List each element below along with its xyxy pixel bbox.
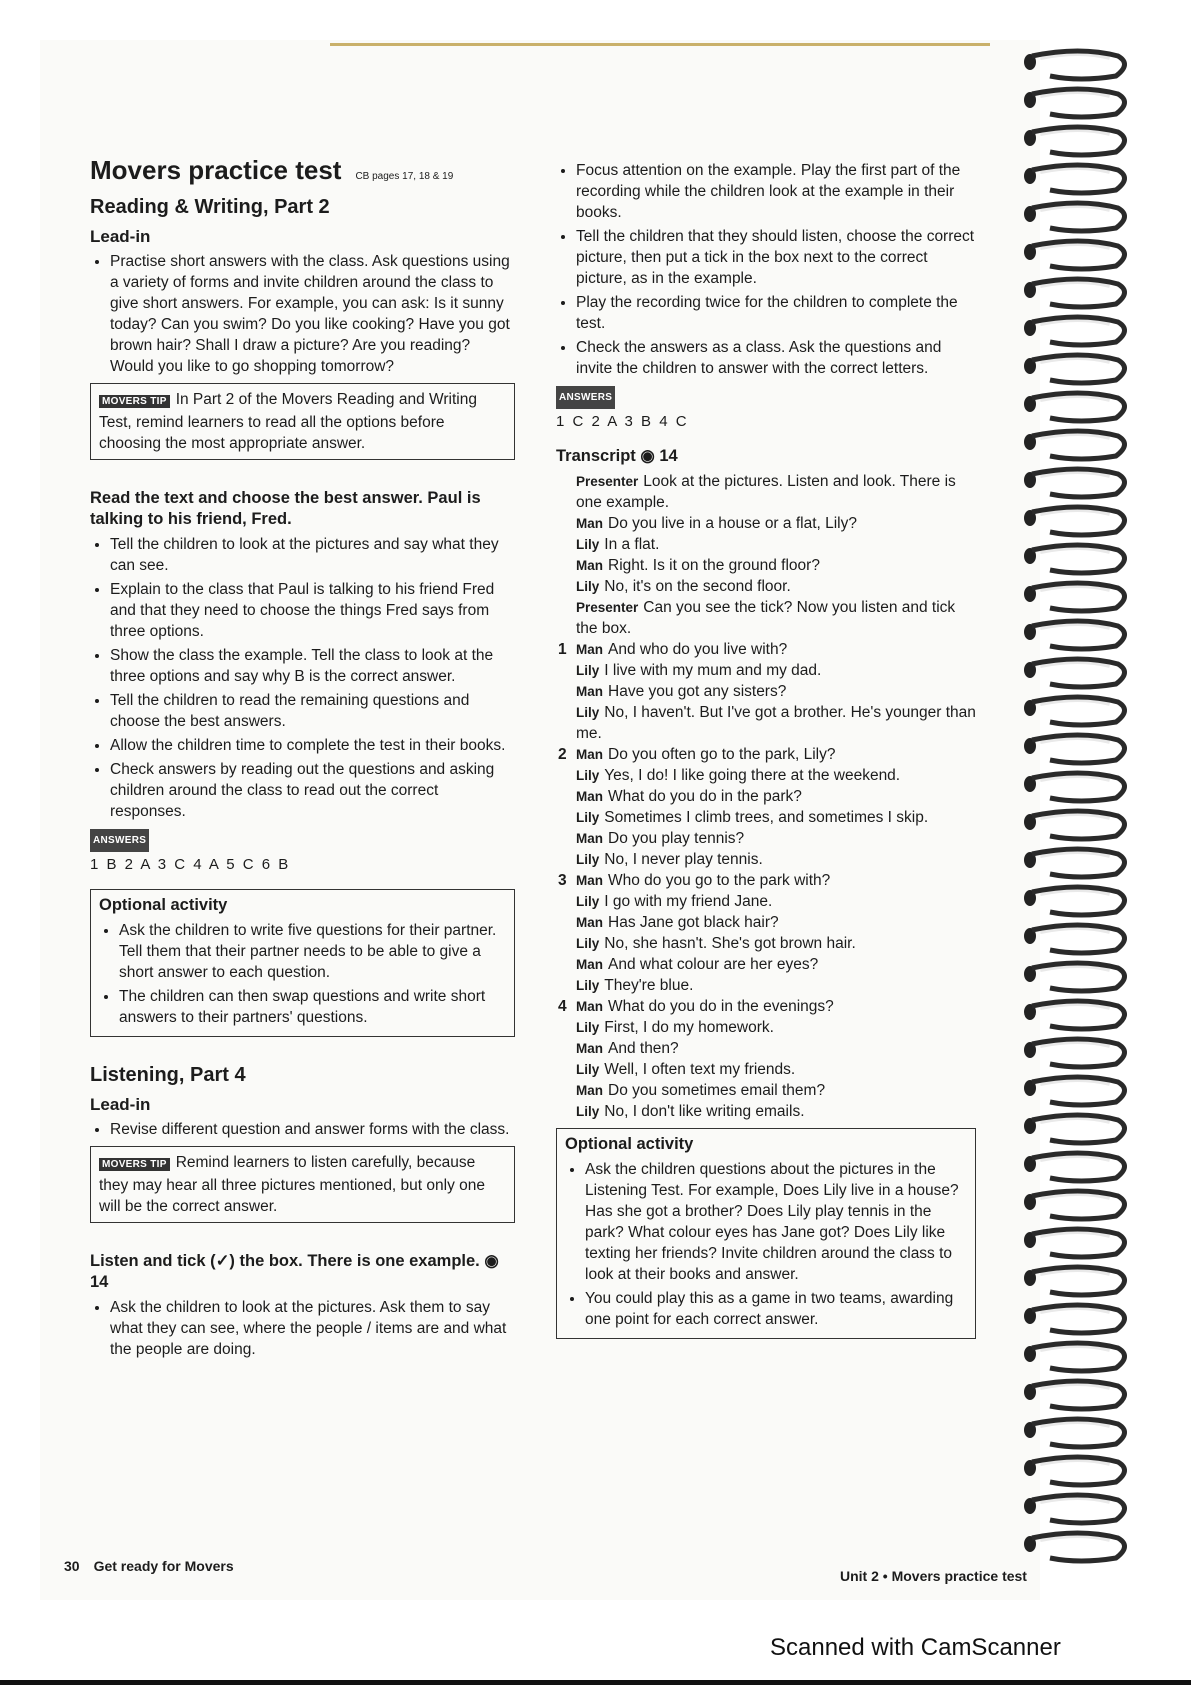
speaker-name: Man <box>576 1083 603 1098</box>
spiral-ring <box>1024 203 1125 231</box>
optional-activity-heading: Optional activity <box>99 896 228 914</box>
spiral-ring <box>1024 887 1125 915</box>
list-item: • Ask the children questions about the pictures in the Listening Test. For example, Does Lily live in a house? Has she got a brother? Does Lily play tennis in the park? What colour eyes has Jane got? Does Lily like texting her friends? Invite children around the class to look at their books and answer. <box>585 1159 967 1285</box>
speaker-name: Man <box>576 516 603 531</box>
movers-tip-label: MOVERS TIP <box>99 395 170 408</box>
transcript-line <box>558 744 976 765</box>
spiral-ring <box>1024 963 1125 991</box>
movers-tip-text: Remind learners to listen carefully, because they may hear all three pictures mentioned, but only one will be the correct answer. <box>99 1154 486 1215</box>
page-top-edge <box>330 43 990 46</box>
read-text-heading: Read the text and choose the best answer. Paul is talking to his friend, Fred. <box>90 489 481 528</box>
listen-tick-heading: Listen and tick (✓) the box. There is one example. ◉ 14 <box>90 1252 499 1291</box>
answers-text: 1 B 2 A 3 C 4 A 5 C 6 B <box>90 856 291 873</box>
reading-writing-heading: Reading & Writing, Part 2 <box>90 196 330 218</box>
transcript-line <box>576 1101 976 1122</box>
speaker-text: No, it's on the second floor. <box>604 578 791 595</box>
transcript-line <box>576 576 976 597</box>
speaker-name: Lily <box>576 537 600 552</box>
spiral-ring <box>1024 89 1125 117</box>
speaker-name: Lily <box>576 936 600 951</box>
spiral-ring <box>1024 165 1125 193</box>
leadin-list <box>90 251 515 377</box>
question-number: 1 <box>558 641 567 658</box>
question-number: 3 <box>558 872 567 889</box>
list-item: • Tell the children to read the remaining questions and choose the best answers. <box>110 690 515 732</box>
right-column <box>556 160 976 1353</box>
list-item: • Check the answers as a class. Ask the questions and invite the children to answer with the correct letters. <box>576 337 976 379</box>
spiral-ring <box>1024 811 1125 839</box>
listening-leadin-heading: Lead-in <box>90 1095 151 1114</box>
list-item: • Check answers by reading out the questions and asking children around the class to read out the correct responses. <box>110 759 515 822</box>
spiral-ring <box>1024 1115 1125 1143</box>
speaker-name: Lily <box>576 894 600 909</box>
list-item: • Tell the children to look at the pictures and say what they can see. <box>110 534 515 576</box>
transcript-line <box>576 1059 976 1080</box>
spiral-ring <box>1024 1191 1125 1219</box>
spiral-binding <box>1020 42 1135 1582</box>
speaker-text: In a flat. <box>604 536 660 553</box>
speaker-name: Lily <box>576 852 600 867</box>
spiral-ring <box>1024 393 1125 421</box>
transcript-line <box>576 513 976 534</box>
spiral-ring <box>1024 545 1125 573</box>
bottom-bar <box>0 1680 1191 1685</box>
speaker-text: And then? <box>608 1040 679 1057</box>
answers-block <box>90 828 515 875</box>
spiral-ring <box>1024 469 1125 497</box>
transcript-line <box>576 912 976 933</box>
speaker-text: Do you play tennis? <box>608 830 745 847</box>
spiral-ring <box>1024 317 1125 345</box>
movers-tip-box-2 <box>90 1146 515 1223</box>
speaker-text: They're blue. <box>604 977 694 994</box>
spiral-ring <box>1024 1419 1125 1447</box>
speaker-name: Lily <box>576 768 600 783</box>
spiral-ring <box>1024 1001 1125 1029</box>
title-page-reference: CB pages 17, 18 & 19 <box>355 171 454 182</box>
list-item: • Show the class the example. Tell the class to look at the three options and say why B is the correct answer. <box>110 645 515 687</box>
speaker-text: No, she hasn't. She's got brown hair. <box>604 935 856 952</box>
listening-heading: Listening, Part 4 <box>90 1064 246 1086</box>
speaker-text: Has Jane got black hair? <box>608 914 779 931</box>
leadin-heading: Lead-in <box>90 227 151 246</box>
transcript-line <box>576 1017 976 1038</box>
spiral-ring <box>1024 1039 1125 1067</box>
spiral-ring <box>1024 1533 1125 1561</box>
transcript-heading: Transcript ◉ 14 <box>556 447 678 465</box>
leadin-bullet: • Practise short answers with the class. Ask questions using a variety of forms and invite children around the class to give short answers. For example, you can ask: Is it sunny today? Can you swim? Do you like cooking? Have you got brown hair? Shall I draw a picture? Are you reading? Would you like to go shopping tomorrow? <box>110 251 515 377</box>
read-text-list <box>90 534 515 822</box>
list-item: • The children can then swap questions and write short answers to their partners' questions. <box>119 986 506 1028</box>
transcript-line <box>576 786 976 807</box>
spiral-ring <box>1024 621 1125 649</box>
spiral-ring <box>1024 279 1125 307</box>
speaker-name: Lily <box>576 1020 600 1035</box>
speaker-text: Do you live in a house or a flat, Lily? <box>608 515 857 532</box>
speaker-text: Well, I often text my friends. <box>604 1061 796 1078</box>
transcript-line <box>576 933 976 954</box>
speaker-name: Lily <box>576 663 600 678</box>
speaker-name: Man <box>576 684 603 699</box>
page-title: Movers practice test CB pages 17, 18 & 19 <box>90 155 454 185</box>
speaker-text: Who do you go to the park with? <box>608 872 831 889</box>
spiral-ring <box>1024 659 1125 687</box>
speaker-text: No, I never play tennis. <box>604 851 763 868</box>
speaker-name: Presenter <box>576 474 639 489</box>
movers-tip-label: MOVERS TIP <box>99 1158 170 1171</box>
speaker-name: Man <box>576 915 603 930</box>
list-item: • Revise different question and answer forms with the class. <box>110 1119 515 1140</box>
list-item: • You could play this as a game in two teams, awarding one point for each correct answer. <box>585 1288 967 1330</box>
page-number: 30 <box>64 1558 80 1574</box>
transcript-line <box>576 555 976 576</box>
list-item: • Focus attention on the example. Play the first part of the recording while the children look at the example in their books. <box>576 160 976 223</box>
speaker-text: Do you sometimes email them? <box>608 1082 826 1099</box>
speaker-text: Do you often go to the park, Lily? <box>608 746 836 763</box>
left-column <box>90 155 515 1363</box>
optional-activity-heading: Optional activity <box>565 1135 694 1153</box>
spiral-ring <box>1024 1343 1125 1371</box>
transcript-line <box>576 660 976 681</box>
transcript-line <box>558 639 976 660</box>
spiral-ring <box>1024 1305 1125 1333</box>
speaker-name: Lily <box>576 1062 600 1077</box>
speaker-text: What do you do in the evenings? <box>608 998 834 1015</box>
speaker-text: Can you see the tick? Now you listen and tick the box. <box>576 599 956 637</box>
unit-title: Unit 2 • Movers practice test <box>840 1568 1027 1584</box>
transcript <box>556 471 976 1122</box>
speaker-name: Lily <box>576 978 600 993</box>
transcript-line <box>576 954 976 975</box>
transcript-line <box>576 471 976 513</box>
speaker-name: Lily <box>576 579 600 594</box>
question-number: 2 <box>558 746 567 763</box>
speaker-text: Sometimes I climb trees, and sometimes I skip. <box>604 809 929 826</box>
speaker-text: No, I don't like writing emails. <box>604 1103 805 1120</box>
transcript-line <box>576 702 976 744</box>
answers-label: ANSWERS <box>90 829 149 852</box>
speaker-text: Look at the pictures. Listen and look. There is one example. <box>576 473 956 511</box>
list-item: • Tell the children that they should listen, choose the correct picture, then put a tick in the box next to the correct picture, as in the example. <box>576 226 976 289</box>
answers-text: 1 C 2 A 3 B 4 C <box>556 413 689 430</box>
speaker-text: Right. Is it on the ground floor? <box>608 557 820 574</box>
speaker-text: And what colour are her eyes? <box>608 956 819 973</box>
speaker-name: Man <box>576 873 603 888</box>
spiral-ring <box>1024 1381 1125 1409</box>
speaker-name: Man <box>576 957 603 972</box>
spiral-ring <box>1024 583 1125 611</box>
transcript-line <box>576 975 976 996</box>
spiral-ring <box>1024 773 1125 801</box>
optional-activity-box-right <box>556 1128 976 1339</box>
speaker-text: First, I do my homework. <box>604 1019 774 1036</box>
transcript-line <box>576 1038 976 1059</box>
speaker-name: Man <box>576 1041 603 1056</box>
transcript-line <box>576 765 976 786</box>
speaker-text: Yes, I do! I like going there at the weekend. <box>604 767 901 784</box>
transcript-line <box>576 828 976 849</box>
footer-left <box>64 1558 234 1574</box>
spiral-ring <box>1024 1267 1125 1295</box>
speaker-name: Man <box>576 642 603 657</box>
answers-label: ANSWERS <box>556 386 615 409</box>
spiral-ring <box>1024 697 1125 725</box>
spiral-ring <box>1024 507 1125 535</box>
transcript-line <box>576 534 976 555</box>
transcript-line <box>576 849 976 870</box>
spiral-ring <box>1024 1077 1125 1105</box>
spiral-ring <box>1024 241 1125 269</box>
spiral-ring <box>1024 431 1125 459</box>
transcript-line <box>576 597 976 639</box>
spiral-ring <box>1024 127 1125 155</box>
book-title: Get ready for Movers <box>93 1558 234 1574</box>
transcript-line <box>558 870 976 891</box>
instructions-list <box>556 160 976 379</box>
transcript-line <box>576 681 976 702</box>
speaker-name: Lily <box>576 810 600 825</box>
speaker-text: No, I haven't. But I've got a brother. He's younger than me. <box>576 704 976 742</box>
speaker-text: Have you got any sisters? <box>608 683 787 700</box>
movers-tip-box <box>90 383 515 460</box>
spiral-ring <box>1024 1229 1125 1257</box>
spiral-ring <box>1024 51 1125 79</box>
transcript-line <box>576 807 976 828</box>
speaker-name: Man <box>576 831 603 846</box>
question-number: 4 <box>558 998 567 1015</box>
transcript-line <box>576 891 976 912</box>
spiral-ring <box>1024 735 1125 763</box>
speaker-text: I live with my mum and my dad. <box>604 662 822 679</box>
spiral-ring <box>1024 925 1125 953</box>
speaker-name: Man <box>576 747 603 762</box>
spiral-ring <box>1024 1495 1125 1523</box>
spiral-ring <box>1024 1153 1125 1181</box>
movers-tip-text: In Part 2 of the Movers Reading and Writing Test, remind learners to read all the options before choosing the most appropriate answer. <box>99 391 477 452</box>
list-item: • Play the recording twice for the children to complete the test. <box>576 292 976 334</box>
speaker-name: Man <box>576 558 603 573</box>
speaker-name: Man <box>576 789 603 804</box>
spiral-ring <box>1024 1457 1125 1485</box>
optional-activity-box <box>90 889 515 1037</box>
list-item: • Ask the children to write five questions for their partner. Tell them that their partner needs to be able to give a short answer to each question. <box>119 920 506 983</box>
camscanner-watermark: Scanned with CamScanner <box>770 1634 1061 1661</box>
spiral-ring <box>1024 355 1125 383</box>
list-item: • Ask the children to look at the pictures. Ask them to say what they can see, where the people / items are and what the people are doing. <box>110 1297 515 1360</box>
speaker-name: Presenter <box>576 600 639 615</box>
speaker-name: Lily <box>576 1104 600 1119</box>
speaker-text: What do you do in the park? <box>608 788 802 805</box>
list-item: • Allow the children time to complete the test in their books. <box>110 735 515 756</box>
list-item: • Explain to the class that Paul is talking to his friend Fred and that they need to choose the things Fred says from three options. <box>110 579 515 642</box>
speaker-name: Man <box>576 999 603 1014</box>
transcript-line <box>576 1080 976 1101</box>
speaker-text: I go with my friend Jane. <box>604 893 773 910</box>
answers-block-right <box>556 385 976 432</box>
transcript-line <box>558 996 976 1017</box>
speaker-text: And who do you live with? <box>608 641 788 658</box>
speaker-name: Lily <box>576 705 600 720</box>
spiral-ring <box>1024 849 1125 877</box>
